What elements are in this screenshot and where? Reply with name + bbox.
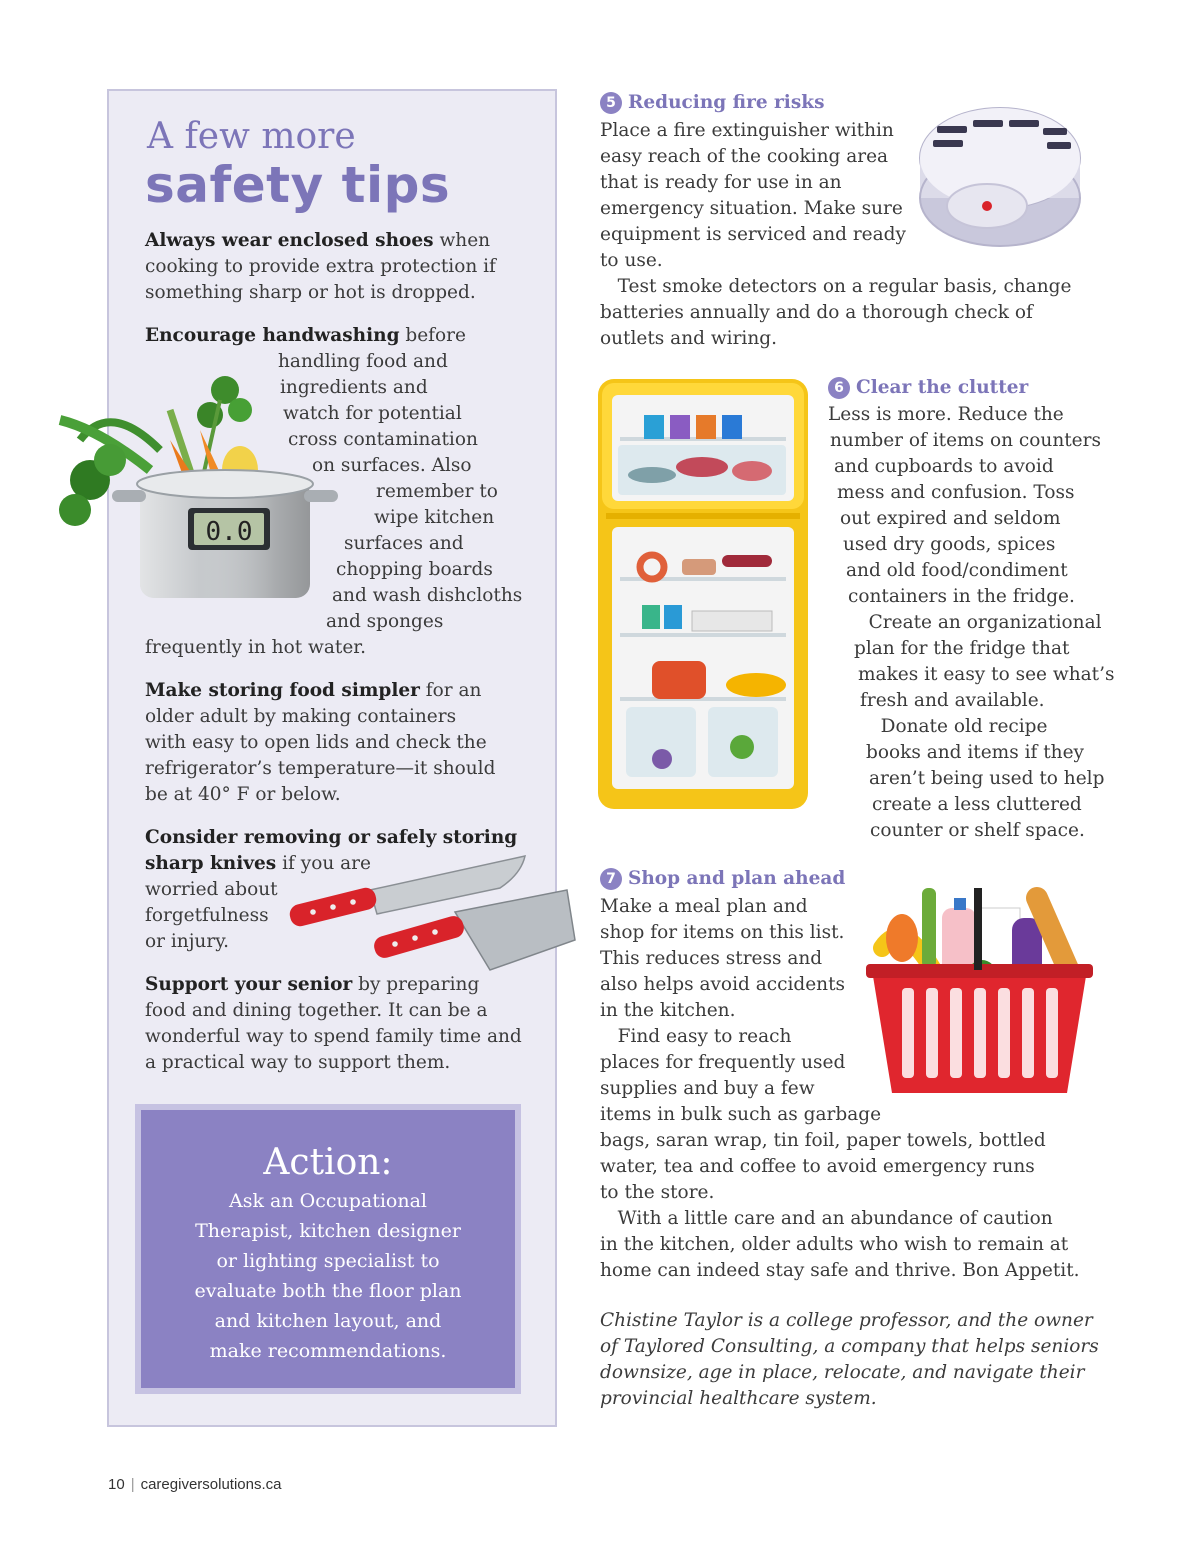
body-line: mess and confusion. Toss [837, 482, 1075, 503]
tip-text: worried about [145, 879, 278, 900]
section-heading-clutter [828, 377, 1028, 399]
body-line: water, tea and coffee to avoid emergency runs [600, 1156, 1035, 1177]
body-line: used dry goods, spices [843, 534, 1056, 555]
tip-text: chopping boards [336, 559, 493, 580]
body-line: equipment is serviced and ready [600, 224, 906, 245]
body-line: With a little care and an abundance of caution [600, 1208, 1053, 1229]
body-line: to use. [600, 250, 663, 271]
tip-text: with easy to open lids and check the [145, 732, 487, 753]
tip-text: or injury. [145, 931, 230, 952]
tip-text: older adult by making containers [145, 706, 457, 727]
action-text: make recommendations. [209, 1340, 447, 1362]
body-line: also helps avoid accidents [600, 974, 846, 995]
body-line: places for frequently used [600, 1052, 846, 1073]
body-line: items in bulk such as garbage [600, 1104, 882, 1125]
body-line: Create an organizational [851, 612, 1102, 633]
shopping-basket-illustration [862, 878, 1097, 1103]
fridge-icon [598, 379, 808, 809]
tip-text: when [433, 230, 491, 251]
tip-text: on surfaces. Also [312, 455, 472, 476]
action-title: Action: [263, 1142, 393, 1183]
tip-text: refrigerator’s temperature—it should [145, 758, 496, 779]
action-text: or lighting specialist to [216, 1250, 440, 1272]
tip-support-senior [145, 972, 522, 1076]
section-heading-text: Shop and plan ahead [628, 868, 846, 889]
tip-text: and wash dishcloths [332, 585, 523, 606]
body-line: out expired and seldom [840, 508, 1061, 529]
body-line: easy reach of the cooking area [600, 146, 889, 167]
tip-lead: Support your senior [145, 974, 353, 995]
body-line: Find easy to reach [600, 1026, 792, 1047]
body-line: and cupboards to avoid [834, 456, 1054, 477]
page-footer: 10 | caregiversolutions.ca [108, 1476, 282, 1493]
body-line: in the kitchen. [600, 1000, 736, 1021]
tip-lead: Always wear enclosed shoes [145, 230, 434, 251]
smoke-detector-illustration [915, 98, 1085, 258]
tip-storing-food [145, 678, 495, 808]
tip-text: for an [419, 680, 482, 701]
body-line: supplies and buy a few [600, 1078, 815, 1099]
section-heading-fire-risks [600, 92, 824, 114]
body-line: and old food/condiment [846, 560, 1068, 581]
tip-text: if you are [276, 853, 371, 874]
action-text: evaluate both the floor plan [194, 1280, 462, 1302]
section-heading-text: Clear the clutter [856, 377, 1029, 398]
tip-text: surfaces and [344, 533, 464, 554]
body-line: outlets and wiring. [600, 328, 777, 349]
tip-text: before [399, 325, 466, 346]
tip-lead: Make storing food simpler [145, 680, 420, 701]
body-line: home can indeed stay safe and thrive. Bon Appetit. [600, 1260, 1080, 1281]
body-line: counter or shelf space. [870, 820, 1085, 841]
section-heading-text: Reducing fire risks [628, 92, 825, 113]
body-line: create a less cluttered [872, 794, 1082, 815]
tip-text: and sponges [326, 611, 444, 632]
bio-line: of Taylored Consulting, a company that helps seniors [600, 1336, 1099, 1357]
body-line: bags, saran wrap, tin foil, paper towels, bottled [600, 1130, 1046, 1151]
section-number-badge: 6 [828, 377, 850, 399]
action-box [135, 1104, 521, 1394]
pot-display-readout: 0.0 [205, 517, 253, 547]
body-line: Make a meal plan and [600, 896, 808, 917]
tip-lead-2: sharp knives [145, 853, 277, 874]
sidebar-title-line1: A few more [147, 116, 356, 157]
action-body [141, 1186, 515, 1366]
body-line: in the kitchen, older adults who wish to remain at [600, 1234, 1069, 1255]
bio-line: provincial healthcare system. [600, 1388, 877, 1409]
section-number-badge: 5 [600, 92, 622, 114]
pot-vegetables-illustration [50, 360, 350, 620]
body-line: plan for the fridge that [854, 638, 1070, 659]
tip-text: handling food and [278, 351, 448, 372]
body-line: emergency situation. Make sure [600, 198, 903, 219]
tip-lead: Encourage handwashing [145, 325, 400, 346]
action-text: Therapist, kitchen designer [195, 1220, 461, 1242]
author-bio [600, 1308, 1099, 1412]
tip-text: remember to [376, 481, 498, 502]
section-number-badge: 7 [600, 868, 622, 890]
tip-text: be at 40° F or below. [145, 784, 341, 805]
body-line: Less is more. Reduce the [828, 404, 1064, 425]
body-line: that is ready for use in an [600, 172, 842, 193]
tip-text: wonderful way to spend family time and [145, 1026, 522, 1047]
section-heading-shop [600, 868, 845, 890]
action-text: Ask an Occupational [228, 1190, 427, 1212]
footer-site-link[interactable]: caregiversolutions.ca [140, 1476, 282, 1493]
tip-text: something sharp or hot is dropped. [145, 282, 476, 303]
tip-text: forgetfulness [145, 905, 269, 926]
body-line: books and items if they [866, 742, 1084, 763]
tip-text: a practical way to support them. [145, 1052, 451, 1073]
body-line: shop for items on this list. [600, 922, 845, 943]
tip-lead: Consider removing or safely storing [145, 827, 518, 848]
body-line: number of items on counters [830, 430, 1101, 451]
body-line: aren’t being used to help [869, 768, 1105, 789]
tip-text: ingredients and [280, 377, 428, 398]
bio-line: downsize, age in place, relocate, and navigate their [600, 1362, 1085, 1383]
body-line: containers in the fridge. [848, 586, 1075, 607]
tip-text: by preparing [352, 974, 480, 995]
sidebar-title-line2: safety tips [145, 156, 451, 214]
body-line: Donate old recipe [863, 716, 1048, 737]
action-text: and kitchen layout, and [214, 1310, 442, 1332]
body-line: batteries annually and do a thorough check of [600, 302, 1033, 323]
smoke-detector-icon [920, 108, 1080, 246]
tip-enclosed-shoes [145, 228, 496, 306]
tip-text: food and dining together. It can be a [145, 1000, 488, 1021]
body-line: makes it easy to see what’s [858, 664, 1115, 685]
section-body-clutter [828, 402, 1114, 844]
tip-text: watch for potential [283, 403, 462, 424]
tip-text: cooking to provide extra protection if [145, 256, 496, 277]
body-line: to the store. [600, 1182, 715, 1203]
body-line: fresh and available. [860, 690, 1045, 711]
body-line: This reduces stress and [600, 948, 823, 969]
tip-text: cross contamination [288, 429, 478, 450]
fridge-illustration [592, 375, 814, 815]
tip-text: frequently in hot water. [145, 637, 366, 658]
body-line: Test smoke detectors on a regular basis, change [600, 276, 1072, 297]
body-line: Place a fire extinguisher within [600, 120, 894, 141]
tip-text: wipe kitchen [374, 507, 495, 528]
knives-illustration [285, 852, 580, 972]
bio-line: Chistine Taylor is a college professor, and the owner [600, 1310, 1093, 1331]
page-number: 10 [108, 1476, 125, 1493]
